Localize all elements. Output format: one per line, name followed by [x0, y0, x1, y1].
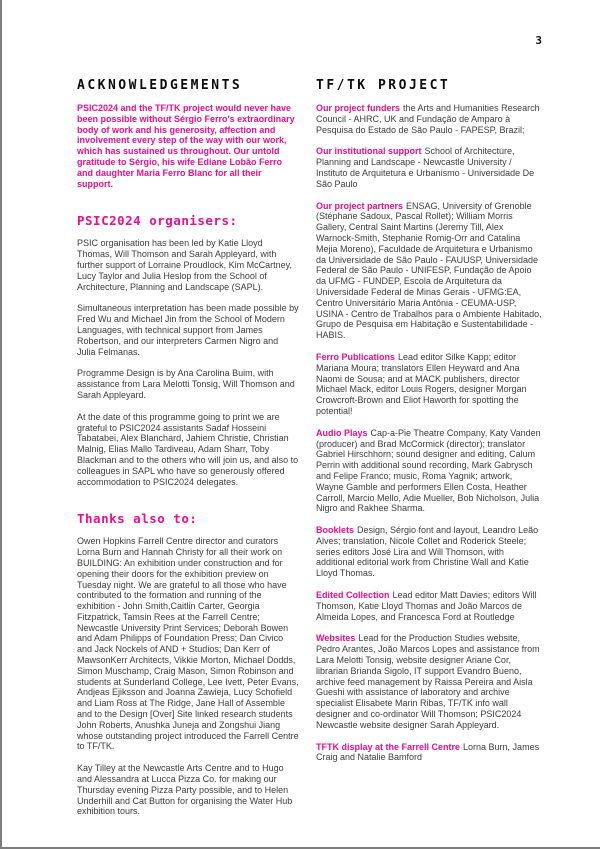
section-text: Lead editor Silke Kapp; editor Mariana Moura; translators Ellen Heyward and Ana Naomi de Sousa; and at MACK publishers, director Michael Mack, editor Louis Rogers, designer Morgan Crowcroft-Brown and Eliot Haworth for spotting the potential! [316, 351, 527, 416]
section-lead-in: Booklets [316, 525, 355, 536]
project-section-booklets [316, 525, 542, 579]
acknowledgements-title: ACKNOWLEDGEMENTS [77, 78, 243, 93]
section-lead-in: TFTK display at the Farrell Centre [316, 741, 461, 752]
tftk-project-title: TF/TK PROJECT [316, 78, 451, 93]
page-number: 3 [535, 34, 542, 47]
section-lead-in: Websites [316, 633, 356, 644]
project-section-partners [316, 201, 542, 341]
organisers-paragraph: Simultaneous interpretation has been made possible by Fred Wu and Michael Jin from the School of Modern Languages, with technical support from James Robertson, and our interpreters Carmen Nigro and Julia Felmanas. [77, 303, 299, 357]
project-section-audio-plays [316, 428, 542, 514]
section-lead-in: Edited Collection [316, 590, 390, 601]
thanks-heading: Thanks also to: [77, 511, 198, 527]
section-text: School of Architecture, Planning and Landscape - Newcastle University / Instituto de Arquitetura e Urbanismo - Universidade De São Paulo [316, 146, 535, 189]
organisers-paragraph: Programme Design is by Ana Carolina Buim, with assistance from Lara Melotti Tonsig, Will Thomson and Sarah Appleyard. [77, 368, 295, 400]
section-text: Lead for the Production Studies website, Pedro Arantes, João Marcos Lopes and assistance from Lara Melotti Tonsig, website designer Ariane Cor, librarian Brianda Sigolo, IT support Evandro Bueno, archive feed management by Raissa Pereira and Aisla Gueshi with assistance of laboratory and archive specialist Elisabete Marin Ribas, TF/TK info wall designer and co-ordinator Will Thomson; PSIC2024 Newcastle website designer Sarah Appleyard. [316, 633, 540, 730]
section-text: ENSAG, University of Grenoble (Stéphane Sadoux, Pascal Rollet); William Morris Gallery, Central Saint Martins (Jeremy Till, Alex Warnock-Smith, Stephanie Romig-Orr and Catalina Mejia Moreno), Faculdade de Arquitetura e Urbanismo da Universidade de São Paulo - FAUUSP, Universidade Federal de São Paulo - UNIFESP, Fundação de Apoio da UFMG - FUNDEP, Escola de Arquitetura da Universidade Federal de Minas Gerais - UFMG:EA, Centro Universitário Maria Antônia - CEUMA-USP, USINA - Centro de Trabalhos para o Ambiente Habitado, Grupo de Pesquisa em Habitação e Sustentabilidade - HABIS. [316, 200, 542, 341]
thanks-paragraph: Owen Hopkins Farrell Centre director and curators Lorna Burn and Hannah Christy for all their work on BUILDING: An exhibition under construction and for opening their doors for the exhibition preview on Tuesday night. We are grateful to all those who have contributed to the formation and running of the exhibition - John Smith,Caitlin Carter, Georgia Fitzpatrick, Tamsin Rees at the Farrell Centre; Newcastle University Print Services; Deborah Bowen and Adam Philipps of Foundation Press; Dan Civico and Jack Nockels of AND + Studios; Dan Kerr of MawsonKerr Architects, Vikkie Morton, Michael Dodds, Simon Muschamp, Craig Mason, Simon Robinson and students at Sunderland College, Lee Ivett, Peter Evans, Andjeas Ejiksson and Joanna Zawieja, Lucy Schofield and Liam Ross at The Ridge, Jane Hall of Assemble and to the Design [Over] Site linked research students John Roberts, Anushka Juneja and Zongshui Jiang whose outstanding project introduced the Farrell Centre to TF/TK. [77, 536, 299, 752]
acknowledgements-intro: PSIC2024 and the TF/TK project would never have been possible without Sérgio Ferro's extraordinary body of work and his generosity, affection and involvement every step of the way with our work, which has sustained us throughout. Our untold gratitude to Sérgio, his wife Ediane Lobão Ferro and daughter Maria Ferro Blanc for all their support. [77, 103, 295, 189]
section-lead-in: Our project funders [316, 103, 401, 113]
tftk-project-column [316, 78, 542, 828]
project-section-edited-collection [316, 590, 542, 622]
section-lead-in: Our project partners [316, 200, 404, 211]
section-text: Cap-a-Pie Theatre Company, Katy Vanden (producer) and Brad McCormick (director); translator Gabriel Hirschhorn; sound designer and editing, Calum Perrin with additional sound recording, Mark Gabrysch and Felipe Franco; music, Roma Yagnik; artwork, Wayne Gamble and performers Ellen Costa, Heather Carroll, Marcio Mello, Adie Mueller, Bob Nicholson, Julia Nigro and Rakhee Sharma. [316, 427, 541, 514]
project-section-institutional-support [316, 146, 542, 189]
organisers-paragraph: At the date of this programme going to print we are grateful to PSIC2024 assistants Sadaf Hosseini Tabatabei, Alex Blanchard, Jahiem Christie, Christian Malnig, Elias Mallo Tardiveau, Adam Sharr, Toby Blackman and to the others who will join us, and also to colleagues in SAPL who have so generously offered accommodation to PSIC2024 delegates. [77, 411, 299, 487]
section-lead-in: Ferro Publications [316, 351, 396, 362]
project-section-websites [316, 633, 542, 730]
section-text: Design, Sérgio font and layout, Leandro Leão Alves; translation, Nicole Collet and Roderick Steele; series editors José Lira and Will Thomson, with additional editorial work from Christine Wall and Katie Lloyd Thomas. [316, 525, 539, 579]
thanks-paragraph: Kay Tilley at the Newcastle Arts Centre and to Hugo and Alessandra at Lucca Pizza Co. for making our Thursday evening Pizza Party possible, and to Helen Underhill and Cat Button for organising the Water Hub exhibition tours. [77, 763, 293, 817]
section-lead-in: Audio Plays [316, 427, 368, 438]
organisers-paragraph: PSIC organisation has been led by Katie Lloyd Thomas, Will Thomson and Sarah Appleyard, with further support of Lorraine Proudlock, Kim McCartney, Lucy Taylor and Julia Heslop from the School of Architecture, Planning and Landscape (SAPL). [77, 238, 292, 292]
two-column-layout [2, 0, 600, 828]
organisers-heading: PSIC2024 organisers: [77, 213, 238, 229]
project-section-tftk-display [316, 742, 542, 764]
section-lead-in: Our institutional support [316, 146, 422, 157]
section-text: Lead editor Matt Davies; editors Will Thomson, Katie Lloyd Thomas and João Marcos de Almeida Lopes, and Francesca Ford at Routledge [316, 590, 537, 622]
project-section-ferro-publications [316, 352, 542, 417]
acknowledgements-column [77, 78, 299, 828]
project-section-funders [316, 103, 542, 135]
section-text: Lorna Burn, James Craig and Natalie Bamford [316, 741, 540, 763]
section-text: the Arts and Humanities Research Council - AHRC, UK and Fundação de Amparo à Pesquisa do Estado de São Paulo - FAPESP, Brazil; [316, 103, 540, 135]
